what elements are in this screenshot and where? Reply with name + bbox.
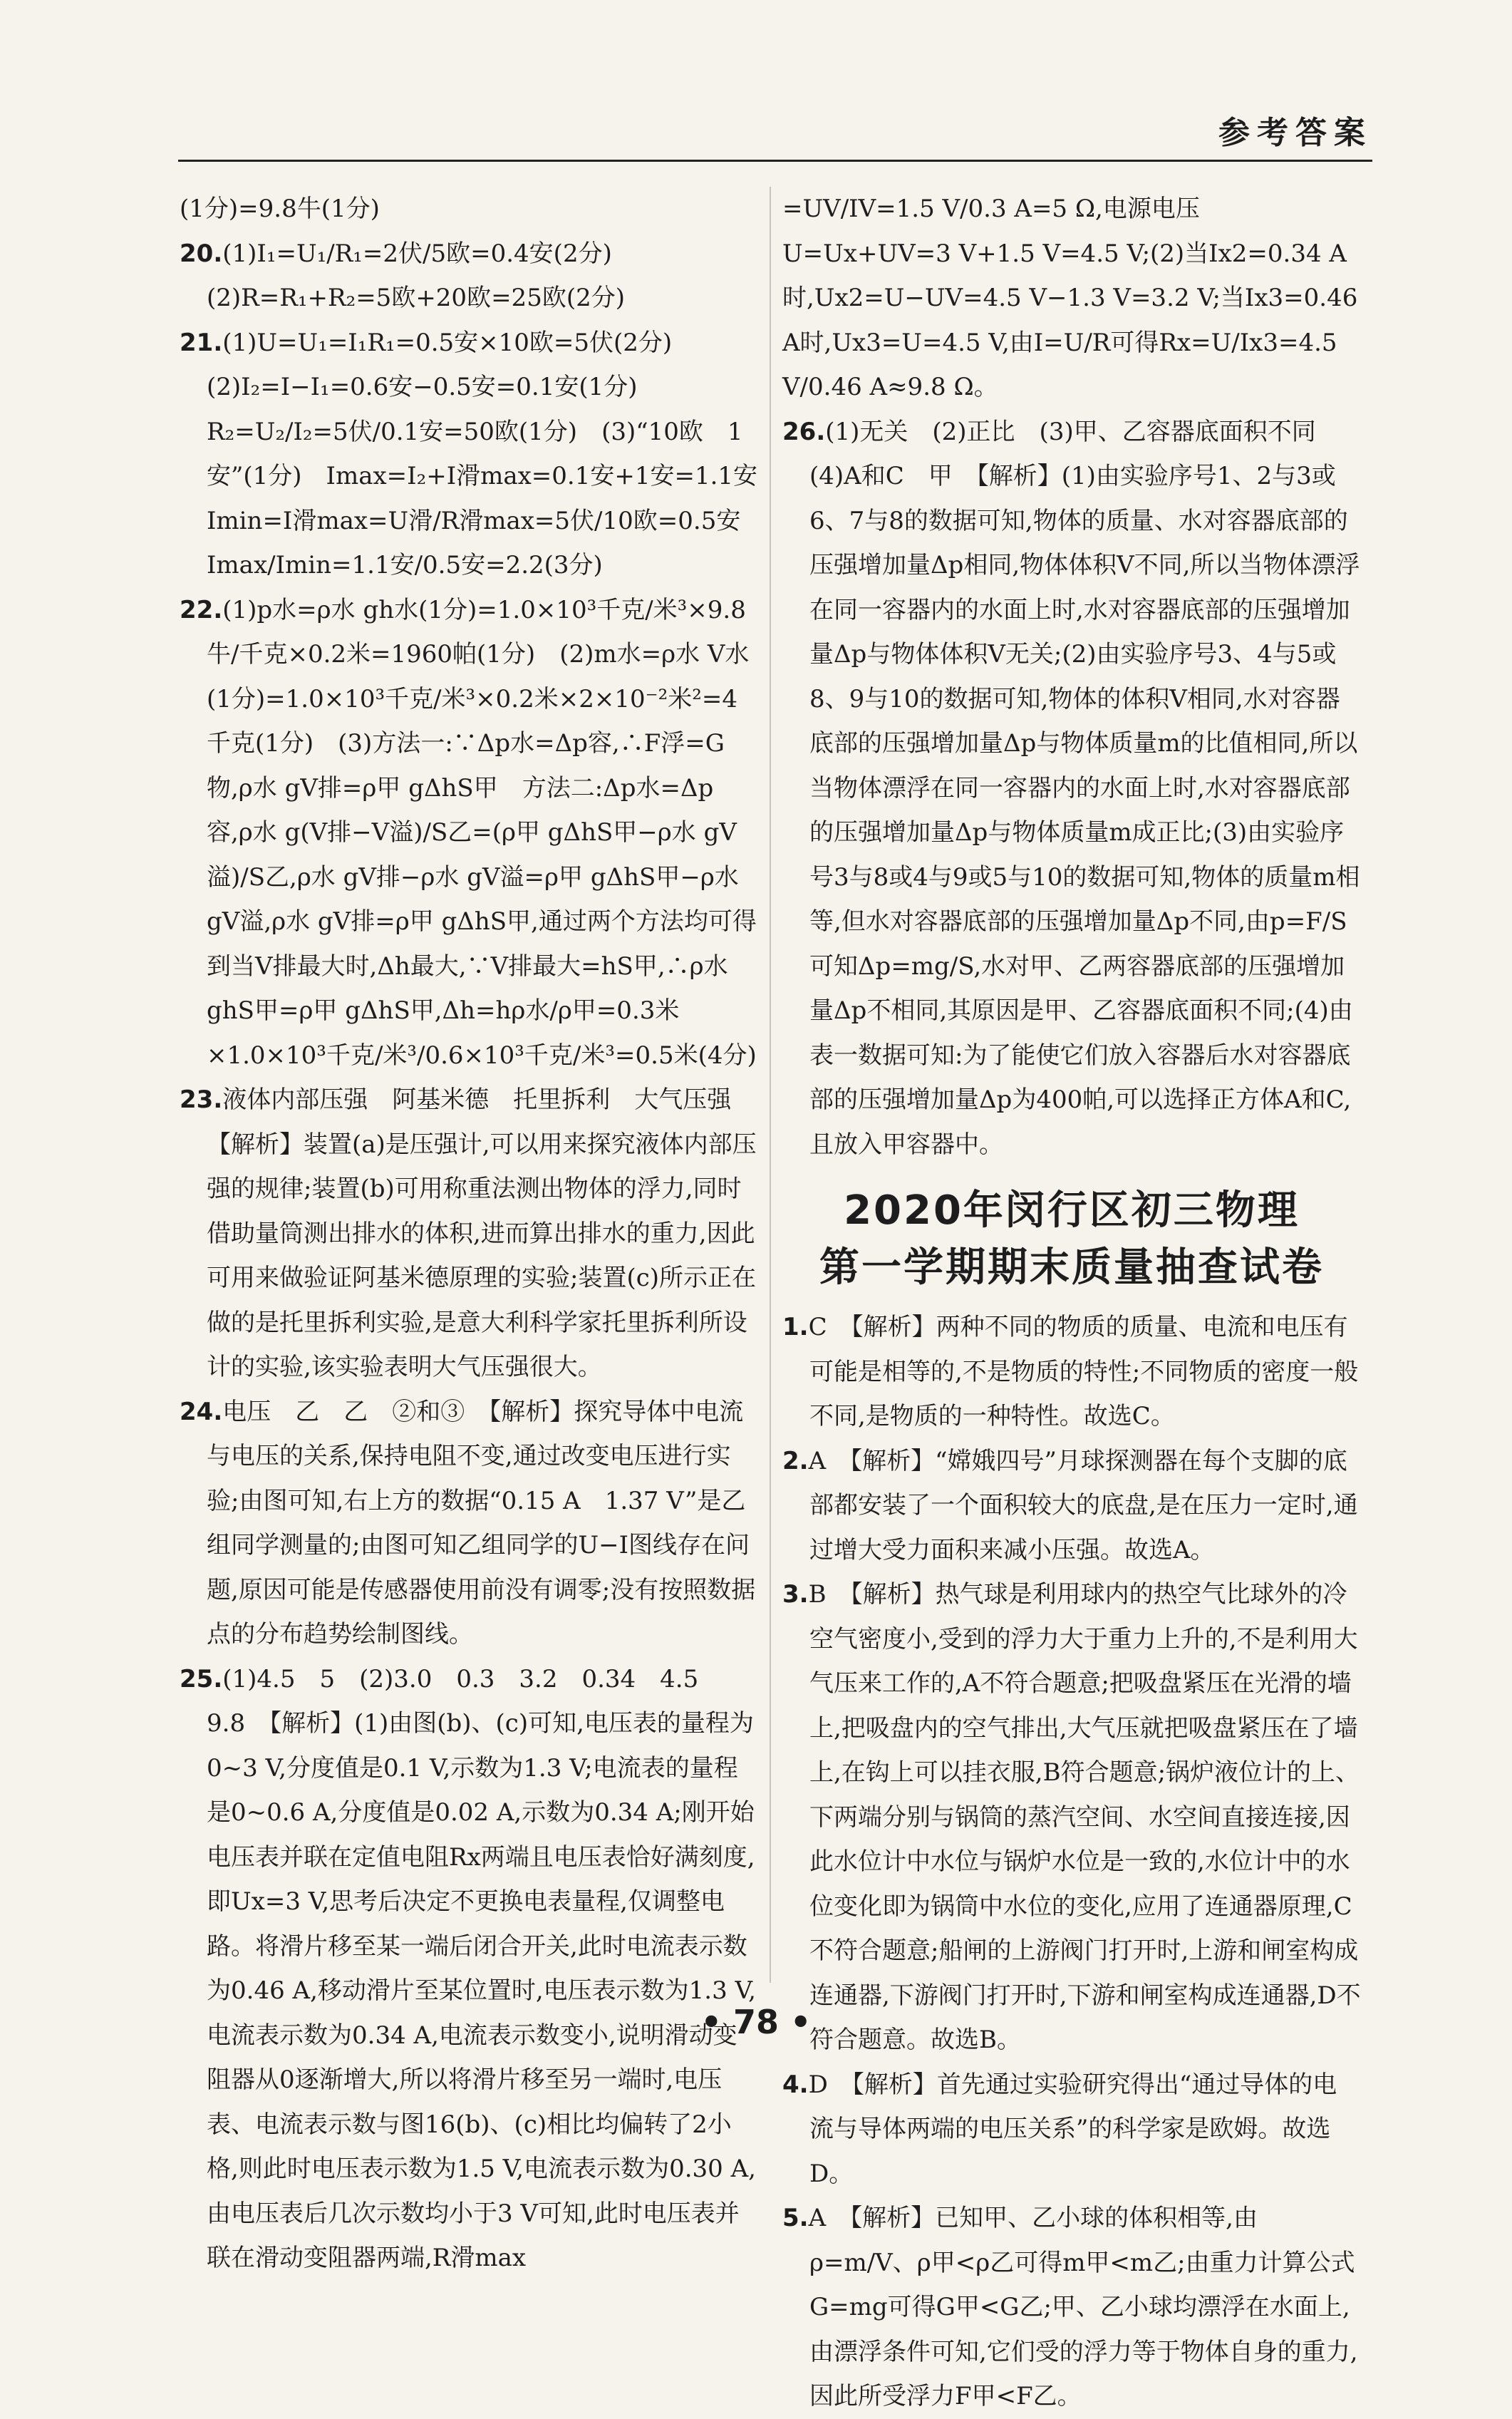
answer-text: 电压 乙 乙 ②和③ 【解析】探究导体中电流与电压的关系,保持电阻不变,通过改变电压进行实验;由图可知,右上方的数据“0.15 A 1.37 V”是乙组同学测量的;由图可知乙组同学的U−I图线存在问题,原因可能是传感器使用前没有调零;没有按照数据点的分布趋势绘制图线。 [207,1397,756,1649]
answer-number: 24. [180,1397,223,1426]
answer-item [782,410,1361,1167]
left-column [180,187,782,2281]
header-rule [178,160,1372,162]
right-column [782,187,1361,2419]
answer-text: C 【解析】两种不同的物质的质量、电流和电压有可能是相等的,不是物质的特性;不同物质的密度一般不同,是物质的一种特性。故选C。 [808,1313,1359,1430]
column-divider [770,187,771,1983]
answer-item [782,1572,1361,2063]
answer-text: (1)4.5 5 (2)3.0 0.3 3.2 0.34 4.5 9.8 【解析】(1)由图(b)、(c)可知,电压表的量程为0~3 V,分度值是0.1 V,示数为1.3 V;电流表的量程是0~0.6 A,分度值是0.02 A,示数为0.34 A;刚开始电压表并联在定值电阻Rx两端且电压表恰好满刻度,即Ux=3 V,思考后决定不更换电表量程,仅调整电路。将滑片移至某一端后闭合开关,此时电流表示数为0.46 A,移动滑片至某位置时,电压表示数为1.3 V,电流表示数为0.34 A,电流表示数变小,说明滑动变阻器从0逐渐增大,所以将滑片移至另一端时,电压表、电流表示数与图16(b)、(c)相比均偏转了2小格,则此时电压表示数为1.5 V,电流表示数为0.30 A,由电压表后几次示数均小于3 V可知,此时电压表并联在滑动变阻器两端,R滑max [207,1664,756,2272]
answer-text: 液体内部压强 阿基米德 托里拆利 大气压强 【解析】装置(a)是压强计,可以用来探究液体内部压强的规律;装置(b)可用称重法测出物体的浮力,同时借助量筒测出排水的体积,进而算出排水的重力,因此可用来做验证阿基米德原理的实验;装置(c)所示正在做的是托里拆利实验,是意大利科学家托里拆利所设计的实验,该实验表明大气压强很大。 [207,1085,757,1381]
answer-text: (1)无关 (2)正比 (3)甲、乙容器底面积不同 (4)A和C 甲 【解析】(1)由实验序号1、2与3或6、7与8的数据可知,物体的质量、水对容器底部的压强增加量Δp相同,物体体积V不同,所以当物体漂浮在同一容器内的水面上时,水对容器底部的压强增加量Δp与物体体积V无关;(2)由实验序号3、4与5或8、9与10的数据可知,物体的体积V相同,水对容器底部的压强增加量Δp与物体质量m的比值相同,所以当物体漂浮在同一容器内的水面上时,水对容器底部的压强增加量Δp与物体质量m成正比;(3)由实验序号3与8或4与9或5与10的数据可知,物体的质量m相等,但水对容器底部的压强增加量Δp不同,由p=F/S可知Δp=mg/S,水对甲、乙两容器底部的压强增加量Δp不相同,其原因是甲、乙容器底面积不同;(4)由表一数据可知:为了能使它们放入容器后水对容器底部的压强增加量Δp为400帕,可以选择正方体A和C,且放入甲容器中。 [809,417,1360,1159]
answer-text: =UV/IV=1.5 V/0.3 A=5 Ω,电源电压U=Ux+UV=3 V+1.5 V=4.5 V;(2)当Ix2=0.34 A时,Ux2=U−UV=4.5 V−1.3 V=3.2 V;当Ix3=0.46 A时,Ux3=U=4.5 V,由I=U/R可得Rx=U/Ix3=4.5 V/0.46 A≈9.8 Ω。 [782,195,1358,401]
answer-text: (1)U=U₁=I₁R₁=0.5安×10欧=5伏(2分) (2)I₂=I−I₁=0.6安−0.5安=0.1安(1分) R₂=U₂/I₂=5伏/0.1安=50欧(1分) (3)“10欧 1安”(1分) Imax=I₂+I滑max=0.1安+1安=1.1安 Imin=I滑max=U滑/R滑max=5伏/10欧=0.5安 Imax/Imin=1.1安/0.5安=2.2(3分) [207,328,782,579]
answer-item [782,2063,1361,2197]
answer-text: (1)p水=ρ水 gh水(1分)=1.0×10³千克/米³×9.8牛/千克×0.2米=1960帕(1分) (2)m水=ρ水 V水(1分)=1.0×10³千克/米³×0.2米×2×10⁻²米²=4千克(1分) (3)方法一:∵Δp水=Δp容,∴F浮=G物,ρ水 gV排=ρ甲 gΔhS甲 方法二:Δp水=Δp容,ρ水 g(V排−V溢)/S乙=(ρ甲 gΔhS甲−ρ水 gV溢)/S乙,ρ水 gV排−ρ水 gV溢=ρ甲 gΔhS甲−ρ水 gV溢,ρ水 gV排=ρ甲 gΔhS甲,通过两个方法均可得到当V排最大时,Δh最大,∵V排最大=hS甲,∴ρ水 ghS甲=ρ甲 gΔhS甲,Δh=hρ水/ρ甲=0.3米×1.0×10³千克/米³/0.6×10³千克/米³=0.5米(4分) [207,595,757,1070]
answer-item [180,1390,758,1657]
page-number: • 78 • [700,2003,812,2041]
answer-number: 2. [782,1446,809,1475]
answer-number: 4. [782,2070,809,2099]
answer-text: (1分)=9.8牛(1分) [180,195,380,223]
answer-number: 1. [782,1313,809,1341]
answer-number: 3. [782,1580,809,1609]
section-title [782,1182,1361,1296]
answer-item [782,187,1361,410]
answer-item [180,321,782,588]
answer-number: 22. [180,595,223,624]
answer-text: B 【解析】热气球是利用球内的热空气比球外的冷空气密度小,受到的浮力大于重力上升的,不是利用大气压来工作的,A不符合题意;把吸盘紧压在光滑的墙上,把吸盘内的空气排出,大气压就把吸盘紧压在了墙上,在钩上可以挂衣服,B符合题意;锅炉液位计的上、下两端分别与锅筒的蒸汽空间、水空间直接连接,因此水位计中水位与锅炉水位是一致的,水位计中的水位变化即为锅筒中水位的变化,应用了连通器原理,C不符合题意;船闸的上游阀门打开时,上游和闸室构成连通器,下游阀门打开时,下游和闸室构成连通器,D不符合题意。故选B。 [808,1580,1361,2054]
answer-number: 23. [180,1085,223,1114]
answer-text: A 【解析】“嫦娥四号”月球探测器在每个支脚的底部都安装了一个面积较大的底盘,是在压力一定时,通过增大受力面积来减小压强。故选A。 [808,1446,1358,1564]
answer-item [180,1078,758,1390]
page-header-title: 参考答案 [1218,115,1372,151]
section-title-line1: 2020年闵行区初三物理 [844,1187,1300,1234]
answer-number: 26. [782,417,826,446]
answer-item [782,1439,1361,1573]
answer-item [782,2196,1361,2419]
answer-item [180,1657,758,2281]
answer-text: D 【解析】首先通过实验研究得出“通过导体的电流与导体两端的电压关系”的科学家是欧姆。故选D。 [808,2070,1337,2188]
answer-number: 5. [782,2204,809,2232]
answer-item [180,187,758,232]
answer-text: A 【解析】已知甲、乙小球的体积相等,由ρ=m/V、ρ甲<ρ乙可得m甲<m乙;由重力计算公式G=mg可得G甲<G乙;甲、乙小球均漂浮在水面上,由漂浮条件可知,它们受的浮力等于物体自身的重力,因此所受浮力F甲<F乙。 [808,2204,1358,2410]
answer-number: 21. [180,328,223,357]
answer-item [782,1305,1361,1439]
answer-number: 20. [180,239,223,268]
right-column-bottom [782,1305,1361,2419]
answer-item [180,588,758,1078]
answer-text: (1)I₁=U₁/R₁=2伏/5欧=0.4安(2分) (2)R=R₁+R₂=5欧+20欧=25欧(2分) [207,239,636,312]
right-column-top [782,187,1361,1167]
answer-item [180,232,758,321]
section-title-line2: 第一学期期末质量抽查试卷 [819,1244,1324,1291]
answer-number: 25. [180,1664,223,1693]
